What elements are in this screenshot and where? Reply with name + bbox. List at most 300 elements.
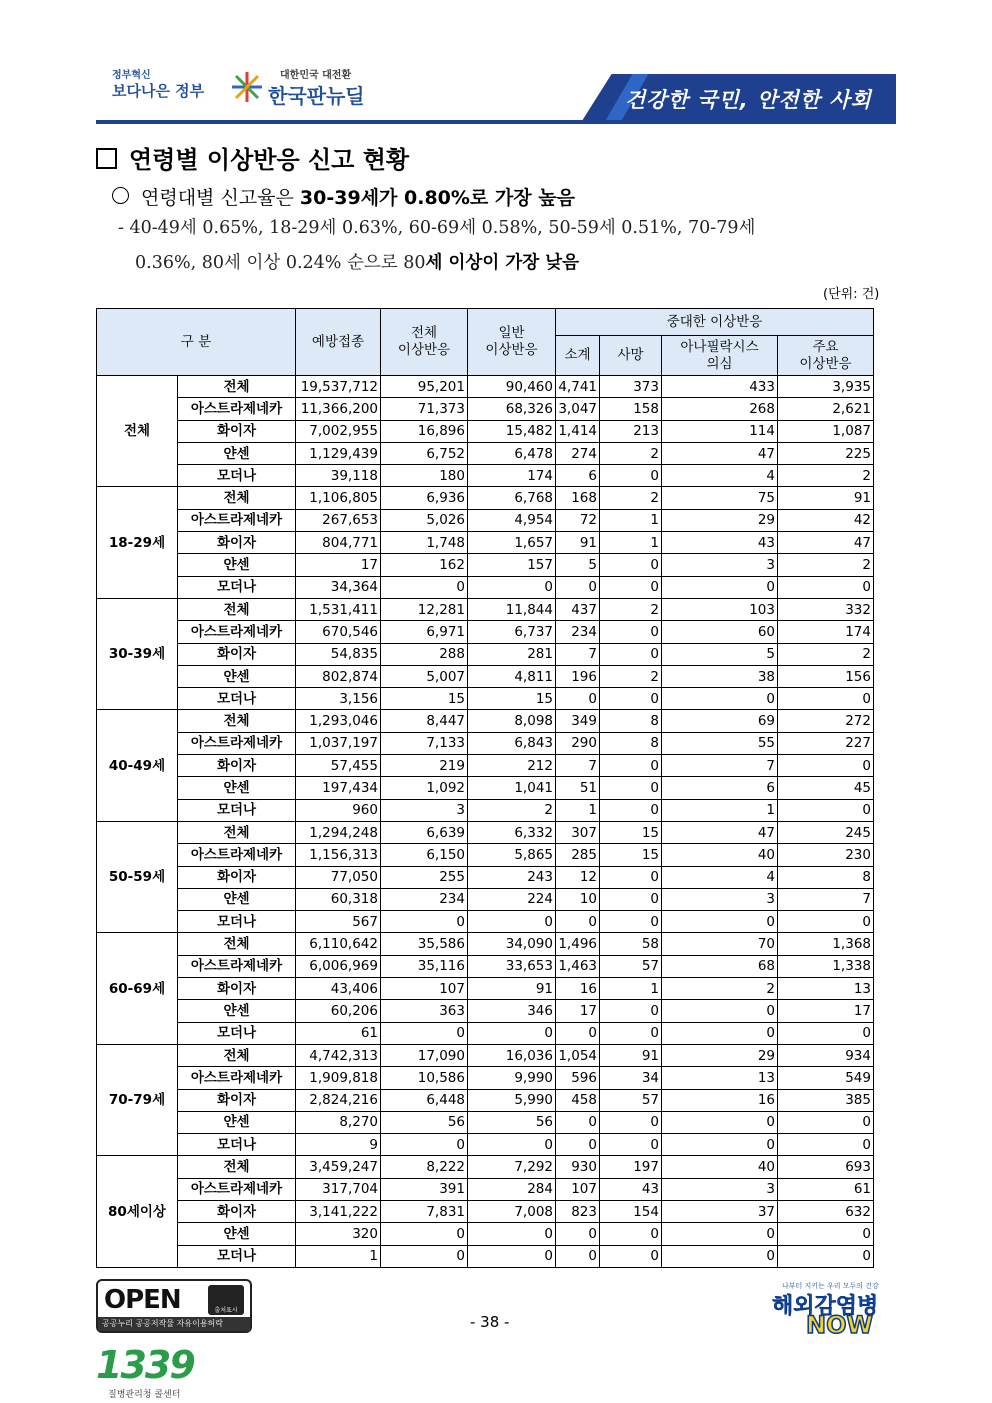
table-cell: 91 — [600, 1044, 662, 1066]
table-cell: 0 — [600, 1134, 662, 1156]
table-cell: 3,047 — [556, 398, 600, 420]
table-cell: 6,150 — [381, 844, 468, 866]
table-cell: 4,811 — [468, 665, 556, 687]
table-cell: 437 — [556, 598, 600, 620]
table-cell: 60,206 — [296, 1000, 381, 1022]
table-cell: 3,156 — [296, 688, 381, 710]
table-cell: 37 — [662, 1200, 778, 1222]
age-group-label: 70-79세 — [97, 1044, 178, 1155]
table-cell: 0 — [600, 888, 662, 910]
table-cell: 0 — [662, 911, 778, 933]
table-cell: 1,414 — [556, 420, 600, 442]
table-row — [97, 398, 874, 420]
table-cell: 0 — [600, 465, 662, 487]
table-cell: 6 — [556, 465, 600, 487]
table-cell: 43 — [662, 532, 778, 554]
table-cell: 60 — [662, 621, 778, 643]
table-cell: 267,653 — [296, 509, 381, 531]
table-cell: 363 — [381, 1000, 468, 1022]
table-row — [97, 487, 874, 509]
table-cell: 11,844 — [468, 598, 556, 620]
table-row — [97, 911, 874, 933]
table-cell: 670,546 — [296, 621, 381, 643]
age-group-label: 50-59세 — [97, 821, 178, 932]
table-cell: 7 — [662, 755, 778, 777]
table-cell: 1,338 — [778, 955, 874, 977]
table-cell: 7,831 — [381, 1200, 468, 1222]
table-cell: 0 — [600, 1223, 662, 1245]
table-cell: 4 — [662, 465, 778, 487]
logo1-big-text: 보다나은 정부 — [112, 82, 205, 100]
table-cell: 71,373 — [381, 398, 468, 420]
age-group-label: 60-69세 — [97, 933, 178, 1044]
table-cell: 6,006,969 — [296, 955, 381, 977]
table-cell: 804,771 — [296, 532, 381, 554]
table-cell: 34 — [600, 1067, 662, 1089]
table-cell: 114 — [662, 420, 778, 442]
vaccine-label: 전체 — [178, 1156, 296, 1178]
table-cell: 802,874 — [296, 665, 381, 687]
table-cell: 0 — [381, 1022, 468, 1044]
table-cell: 0 — [662, 576, 778, 598]
header-total-l2: 이상반응 — [397, 342, 451, 358]
table-cell: 19,537,712 — [296, 376, 381, 398]
overseas-infection-now-logo — [770, 1281, 900, 1339]
table-cell: 6,737 — [468, 621, 556, 643]
header-major — [778, 336, 874, 376]
table-cell: 95,201 — [381, 376, 468, 398]
table-cell: 0 — [556, 1022, 600, 1044]
table-cell: 9,990 — [468, 1067, 556, 1089]
table-cell: 13 — [778, 978, 874, 1000]
header-major-l2: 이상반응 — [799, 355, 852, 372]
table-cell: 69 — [662, 710, 778, 732]
vaccine-label: 화이자 — [178, 1089, 296, 1111]
table-cell: 0 — [381, 1134, 468, 1156]
open-license-bar: 공공누리 공공저작물 자유이용허락 — [98, 1317, 250, 1331]
table-cell: 632 — [778, 1200, 874, 1222]
table-row — [97, 442, 874, 464]
dash2-prefix: 0.36%, 80세 이상 0.24% 순으로 80 — [135, 253, 426, 273]
table-cell: 2 — [778, 554, 874, 576]
vaccine-label: 아스트라제네카 — [178, 621, 296, 643]
table-cell: 0 — [778, 576, 874, 598]
table-row — [97, 1067, 874, 1089]
table-cell: 0 — [662, 1223, 778, 1245]
table-cell: 7 — [556, 755, 600, 777]
table-cell: 1,087 — [778, 420, 874, 442]
table-cell: 15 — [600, 844, 662, 866]
table-cell: 234 — [381, 888, 468, 910]
vaccine-label: 얀센 — [178, 665, 296, 687]
korean-new-deal-logo — [230, 66, 370, 110]
table-cell: 0 — [468, 1245, 556, 1267]
table-cell: 7,002,955 — [296, 420, 381, 442]
table-cell: 180 — [381, 465, 468, 487]
table-cell: 42 — [778, 509, 874, 531]
unit-label: (단위: 건) — [823, 287, 880, 302]
header-anaphylaxis — [662, 336, 778, 376]
table-cell: 8 — [600, 732, 662, 754]
section-title — [96, 140, 409, 175]
vaccine-label: 전체 — [178, 933, 296, 955]
table-cell: 17,090 — [381, 1044, 468, 1066]
table-row — [97, 955, 874, 977]
table-cell: 174 — [778, 621, 874, 643]
table-cell: 1 — [296, 1245, 381, 1267]
table-cell: 0 — [556, 576, 600, 598]
table-cell: 0 — [778, 1245, 874, 1267]
table-cell: 4 — [662, 866, 778, 888]
table-row — [97, 1022, 874, 1044]
table-cell: 2 — [600, 598, 662, 620]
table-cell: 1,748 — [381, 532, 468, 554]
table-cell: 43 — [600, 1178, 662, 1200]
table-row — [97, 665, 874, 687]
table-cell: 3,459,247 — [296, 1156, 381, 1178]
table-cell: 6,936 — [381, 487, 468, 509]
table-cell: 0 — [600, 621, 662, 643]
table-cell: 307 — [556, 821, 600, 843]
table-cell: 0 — [556, 911, 600, 933]
vaccine-label: 전체 — [178, 376, 296, 398]
table-cell: 34,090 — [468, 933, 556, 955]
table-cell: 0 — [778, 911, 874, 933]
table-cell: 1,368 — [778, 933, 874, 955]
table-cell: 6,843 — [468, 732, 556, 754]
table-cell: 391 — [381, 1178, 468, 1200]
table-cell: 29 — [662, 509, 778, 531]
table-cell: 7 — [556, 643, 600, 665]
table-cell: 219 — [381, 755, 468, 777]
table-cell: 255 — [381, 866, 468, 888]
vaccine-label: 아스트라제네카 — [178, 509, 296, 531]
table-cell: 212 — [468, 755, 556, 777]
table-row — [97, 732, 874, 754]
table-cell: 2,824,216 — [296, 1089, 381, 1111]
table-cell: 2 — [778, 643, 874, 665]
table-cell: 70 — [662, 933, 778, 955]
table-row — [97, 755, 874, 777]
table-cell: 11,366,200 — [296, 398, 381, 420]
table-cell: 0 — [778, 799, 874, 821]
table-cell: 823 — [556, 1200, 600, 1222]
checkbox-square-icon — [96, 148, 117, 169]
table-cell: 0 — [778, 755, 874, 777]
table-cell: 16 — [556, 978, 600, 1000]
vaccine-label: 얀센 — [178, 442, 296, 464]
table-row — [97, 1178, 874, 1200]
header-serious: 중대한 이상반응 — [556, 309, 874, 336]
header-total-reactions — [381, 309, 468, 376]
table-row — [97, 888, 874, 910]
vaccine-label: 모더나 — [178, 465, 296, 487]
table-cell: 6,448 — [381, 1089, 468, 1111]
table-row — [97, 1200, 874, 1222]
table-cell: 0 — [662, 688, 778, 710]
table-cell: 0 — [600, 911, 662, 933]
table-cell: 4,742,313 — [296, 1044, 381, 1066]
table-cell: 107 — [381, 978, 468, 1000]
vaccine-label: 화이자 — [178, 978, 296, 1000]
table-cell: 5 — [556, 554, 600, 576]
table-row — [97, 978, 874, 1000]
table-row — [97, 465, 874, 487]
table-row — [97, 1223, 874, 1245]
table-row — [97, 710, 874, 732]
table-row — [97, 1089, 874, 1111]
age-group-label: 80세이상 — [97, 1156, 178, 1267]
table-cell: 8 — [600, 710, 662, 732]
table-cell: 68 — [662, 955, 778, 977]
vaccine-label: 아스트라제네카 — [178, 732, 296, 754]
table-cell: 6,752 — [381, 442, 468, 464]
table-cell: 47 — [662, 821, 778, 843]
table-row — [97, 1156, 874, 1178]
table-cell: 33,653 — [468, 955, 556, 977]
table-cell: 693 — [778, 1156, 874, 1178]
table-row — [97, 576, 874, 598]
header-total-l1: 전체 — [410, 325, 438, 341]
table-cell: 7 — [778, 888, 874, 910]
table-cell: 77,050 — [296, 866, 381, 888]
dash-line-1: - 40-49세 0.65%, 18-29세 0.63%, 60-69세 0.58%, 50-59세 0.51%, 70-79세 — [118, 218, 756, 238]
table-cell: 7,292 — [468, 1156, 556, 1178]
table-cell: 197 — [600, 1156, 662, 1178]
vaccine-label: 모더나 — [178, 911, 296, 933]
table-cell: 0 — [381, 911, 468, 933]
table-cell: 0 — [662, 1134, 778, 1156]
table-cell: 230 — [778, 844, 874, 866]
reaction-table — [96, 308, 874, 1268]
table-cell: 5,007 — [381, 665, 468, 687]
vaccine-label: 화이자 — [178, 866, 296, 888]
table-cell: 38 — [662, 665, 778, 687]
table-cell: 1,531,411 — [296, 598, 381, 620]
table-cell: 34,364 — [296, 576, 381, 598]
vaccine-label: 모더나 — [178, 1134, 296, 1156]
table-cell: 0 — [381, 1245, 468, 1267]
table-cell: 0 — [600, 799, 662, 821]
table-cell: 58 — [600, 933, 662, 955]
table-cell: 274 — [556, 442, 600, 464]
table-cell: 0 — [600, 1245, 662, 1267]
table-row — [97, 1044, 874, 1066]
vaccine-label: 화이자 — [178, 532, 296, 554]
table-cell: 346 — [468, 1000, 556, 1022]
vaccine-label: 모더나 — [178, 1022, 296, 1044]
vaccine-label: 화이자 — [178, 755, 296, 777]
table-row — [97, 1111, 874, 1133]
table-cell: 15 — [600, 821, 662, 843]
table-cell: 284 — [468, 1178, 556, 1200]
header-general — [468, 309, 556, 376]
dash2-bold: 세 이상이 가장 낮음 — [425, 253, 580, 273]
table-cell: 0 — [662, 1245, 778, 1267]
table-cell: 7,133 — [381, 732, 468, 754]
table-cell: 596 — [556, 1067, 600, 1089]
table-cell: 0 — [381, 1223, 468, 1245]
table-cell: 5,865 — [468, 844, 556, 866]
table-cell: 35,116 — [381, 955, 468, 977]
table-cell: 1,293,046 — [296, 710, 381, 732]
table-cell: 458 — [556, 1089, 600, 1111]
table-cell: 567 — [296, 911, 381, 933]
table-cell: 197,434 — [296, 777, 381, 799]
header-category: 구 분 — [97, 309, 296, 376]
vaccine-label: 전체 — [178, 710, 296, 732]
table-cell: 17 — [778, 1000, 874, 1022]
table-row — [97, 1134, 874, 1156]
table-cell: 2 — [600, 487, 662, 509]
table-cell: 16,896 — [381, 420, 468, 442]
vaccine-label: 아스트라제네카 — [178, 398, 296, 420]
table-row — [97, 933, 874, 955]
table-cell: 1,909,818 — [296, 1067, 381, 1089]
table-cell: 0 — [662, 1000, 778, 1022]
gov-innovation-logo — [108, 62, 208, 112]
table-cell: 154 — [600, 1200, 662, 1222]
table-row — [97, 532, 874, 554]
table-cell: 0 — [468, 1134, 556, 1156]
logo2-big-text: 한국판뉴딜 — [268, 84, 365, 108]
table-cell: 0 — [600, 866, 662, 888]
table-cell: 10 — [556, 888, 600, 910]
table-cell: 47 — [662, 442, 778, 464]
table-cell: 0 — [600, 1000, 662, 1022]
table-cell: 1 — [662, 799, 778, 821]
table-cell: 0 — [778, 1134, 874, 1156]
bullet1-prefix: 연령대별 신고율은 — [141, 187, 300, 209]
table-cell: 61 — [778, 1178, 874, 1200]
table-cell: 285 — [556, 844, 600, 866]
open-text: OPEN — [104, 1285, 181, 1315]
table-cell: 54,835 — [296, 643, 381, 665]
vaccine-label: 모더나 — [178, 576, 296, 598]
table-cell: 6,478 — [468, 442, 556, 464]
table-cell: 0 — [600, 643, 662, 665]
table-cell: 3 — [662, 888, 778, 910]
now-big: NOW — [806, 1311, 873, 1339]
header-general-l2: 이상반응 — [485, 342, 538, 358]
callcenter-label: 질병관리청 콜센터 — [108, 1390, 181, 1400]
table-cell: 91 — [468, 978, 556, 1000]
vaccine-label: 화이자 — [178, 420, 296, 442]
table-cell: 0 — [468, 576, 556, 598]
table-row — [97, 1000, 874, 1022]
vaccine-label: 전체 — [178, 487, 296, 509]
table-cell: 6,768 — [468, 487, 556, 509]
table-cell: 0 — [468, 911, 556, 933]
table-cell: 9 — [296, 1134, 381, 1156]
table-row — [97, 598, 874, 620]
table-cell: 15 — [381, 688, 468, 710]
table-cell: 549 — [778, 1067, 874, 1089]
table-cell: 385 — [778, 1089, 874, 1111]
table-cell: 174 — [468, 465, 556, 487]
table-cell: 0 — [600, 1022, 662, 1044]
age-group-label: 전체 — [97, 376, 178, 487]
header-death: 사망 — [600, 336, 662, 376]
table-cell: 349 — [556, 710, 600, 732]
table-cell: 0 — [600, 576, 662, 598]
table-cell: 57 — [600, 955, 662, 977]
table-cell: 3,141,222 — [296, 1200, 381, 1222]
table-row — [97, 420, 874, 442]
table-body — [97, 376, 874, 1268]
table-cell: 0 — [778, 1111, 874, 1133]
now-title: 해외감염병 — [772, 1294, 879, 1319]
table-cell: 8,098 — [468, 710, 556, 732]
table-cell: 1,129,439 — [296, 442, 381, 464]
table-cell: 56 — [381, 1111, 468, 1133]
table-cell: 3 — [381, 799, 468, 821]
table-cell: 0 — [778, 1022, 874, 1044]
table-cell: 68,326 — [468, 398, 556, 420]
table-cell: 8,270 — [296, 1111, 381, 1133]
table-cell: 5,026 — [381, 509, 468, 531]
table-cell: 1,657 — [468, 532, 556, 554]
table-row — [97, 621, 874, 643]
table-cell: 10,586 — [381, 1067, 468, 1089]
table-cell: 0 — [556, 688, 600, 710]
table-row — [97, 777, 874, 799]
circle-bullet-icon — [112, 187, 129, 204]
callcenter-logo — [96, 1343, 206, 1399]
table-row — [97, 1245, 874, 1267]
table-cell: 156 — [778, 665, 874, 687]
table-cell: 1 — [600, 978, 662, 1000]
table-row — [97, 821, 874, 843]
table-cell: 1,496 — [556, 933, 600, 955]
table-cell: 227 — [778, 732, 874, 754]
dash-line-2 — [135, 249, 579, 274]
logo1-small-text: 정부혁신 — [112, 70, 151, 81]
table-cell: 433 — [662, 376, 778, 398]
table-cell: 6,639 — [381, 821, 468, 843]
table-cell: 0 — [556, 1134, 600, 1156]
table-cell: 3 — [662, 1178, 778, 1200]
table-cell: 157 — [468, 554, 556, 576]
vaccine-label: 얀센 — [178, 554, 296, 576]
table-cell: 960 — [296, 799, 381, 821]
table-cell: 47 — [778, 532, 874, 554]
header-major-l1: 주요 — [812, 338, 839, 355]
table-cell: 3 — [662, 554, 778, 576]
age-group-label: 40-49세 — [97, 710, 178, 821]
table-cell: 8 — [778, 866, 874, 888]
attribution-icon — [208, 1285, 244, 1315]
table-row — [97, 376, 874, 398]
vaccine-label: 얀센 — [178, 888, 296, 910]
vaccine-label: 화이자 — [178, 643, 296, 665]
table-cell: 15 — [468, 688, 556, 710]
table-cell: 8,447 — [381, 710, 468, 732]
table-cell: 0 — [600, 688, 662, 710]
table-cell: 56 — [468, 1111, 556, 1133]
table-row — [97, 688, 874, 710]
table-cell: 90,460 — [468, 376, 556, 398]
table-cell: 1,054 — [556, 1044, 600, 1066]
vaccine-label: 모더나 — [178, 799, 296, 821]
table-cell: 225 — [778, 442, 874, 464]
table-row — [97, 643, 874, 665]
table-cell: 0 — [778, 688, 874, 710]
header-subtotal: 소계 — [556, 336, 600, 376]
table-cell: 2 — [662, 978, 778, 1000]
table-cell: 2,621 — [778, 398, 874, 420]
bullet1-bold: 30-39세가 0.80%로 가장 높음 — [299, 187, 575, 209]
